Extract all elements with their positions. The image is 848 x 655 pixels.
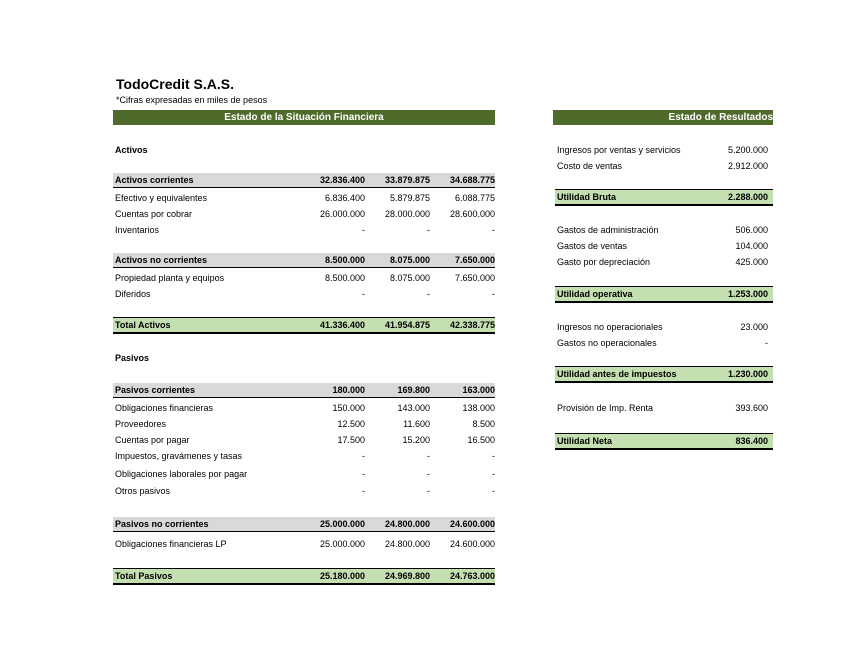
balance-row-label: Pasivos corrientes	[115, 385, 196, 395]
balance-row	[113, 383, 495, 398]
balance-row-value: 34.688.775	[449, 175, 495, 185]
balance-row	[113, 433, 495, 447]
balance-row-value: -	[427, 486, 430, 496]
balance-row-value: -	[427, 451, 430, 461]
balance-row-value: 138.000	[462, 403, 495, 413]
balance-row	[113, 143, 495, 157]
balance-row	[113, 173, 495, 188]
income-row	[555, 255, 773, 269]
balance-row-value: -	[492, 486, 495, 496]
balance-row-value: 169.800	[397, 385, 430, 395]
balance-row-value: 7.650.000	[454, 273, 495, 283]
income-row	[555, 159, 773, 173]
income-row-label: Provisión de Imp. Renta	[557, 403, 654, 413]
income-header: Estado de Resultados	[668, 112, 773, 123]
balance-row-value: -	[492, 289, 495, 299]
balance-row-label: Activos	[115, 145, 148, 155]
income-row-value: 1.253.000	[727, 289, 768, 299]
income-row-value: 5.200.000	[727, 145, 768, 155]
balance-row-value: -	[362, 486, 365, 496]
income-row-label: Utilidad Bruta	[557, 192, 617, 202]
income-row-value: 1.230.000	[727, 369, 768, 379]
income-row	[555, 336, 773, 350]
balance-row-value: 15.200	[402, 435, 430, 445]
balance-row-value: 24.800.000	[384, 539, 430, 549]
income-row-label: Utilidad operativa	[557, 289, 633, 299]
balance-row	[113, 351, 495, 365]
income-row-label: Gastos no operacionales	[557, 338, 657, 348]
balance-row-value: 25.000.000	[319, 539, 365, 549]
balance-row-value: 8.075.000	[389, 273, 430, 283]
income-row-label: Ingresos no operacionales	[557, 322, 663, 332]
balance-row-value: 24.600.000	[449, 519, 495, 529]
balance-row-value: 8.075.000	[389, 255, 430, 265]
balance-row-value: 24.600.000	[449, 539, 495, 549]
balance-row-label: Diferidos	[115, 289, 151, 299]
balance-row-label: Obligaciones financieras LP	[115, 539, 227, 549]
balance-row-value: 16.500	[467, 435, 495, 445]
balance-row-value: -	[492, 225, 495, 235]
balance-row-label: Otros pasivos	[115, 486, 171, 496]
balance-row-label: Total Activos	[115, 320, 171, 330]
balance-row-value: 8.500.000	[324, 273, 365, 283]
income-row	[555, 401, 773, 415]
company-name: TodoCredit S.A.S.	[116, 76, 234, 92]
balance-row	[113, 207, 495, 221]
balance-row-label: Activos corrientes	[115, 175, 194, 185]
balance-header: Estado de la Situación Financiera	[224, 112, 384, 123]
income-row-label: Utilidad antes de impuestos	[557, 369, 677, 379]
income-row	[555, 433, 773, 450]
income-row-label: Costo de ventas	[557, 161, 623, 171]
balance-row-value: 12.500	[337, 419, 365, 429]
income-row-label: Gastos de administración	[557, 225, 659, 235]
balance-row-value: -	[492, 451, 495, 461]
balance-row	[113, 449, 495, 463]
balance-row	[113, 467, 495, 481]
balance-row-value: 17.500	[337, 435, 365, 445]
balance-row-value: 32.836.400	[319, 175, 365, 185]
balance-row-value: 143.000	[397, 403, 430, 413]
income-row	[555, 189, 773, 206]
balance-row-value: 24.969.800	[384, 571, 430, 581]
balance-row-value: 25.000.000	[319, 519, 365, 529]
income-header-band	[553, 110, 773, 125]
balance-row-label: Efectivo y equivalentes	[115, 193, 208, 203]
income-row	[555, 320, 773, 334]
balance-row-value: 41.954.875	[384, 320, 430, 330]
income-row	[555, 143, 773, 157]
balance-row	[113, 287, 495, 301]
balance-row-label: Total Pasivos	[115, 571, 173, 581]
balance-row-label: Activos no corrientes	[115, 255, 208, 265]
income-row-label: Gastos de ventas	[557, 241, 628, 251]
balance-row	[113, 317, 495, 334]
balance-row-label: Obligaciones financieras	[115, 403, 214, 413]
balance-row-value: 163.000	[462, 385, 495, 395]
balance-row-value: 41.336.400	[319, 320, 365, 330]
balance-row	[113, 271, 495, 285]
balance-row	[113, 191, 495, 205]
balance-row-value: 28.000.000	[384, 209, 430, 219]
income-row-value: 506.000	[735, 225, 768, 235]
balance-row	[113, 401, 495, 415]
balance-row	[113, 517, 495, 532]
income-row-value: 104.000	[735, 241, 768, 251]
balance-row-value: -	[492, 469, 495, 479]
balance-row	[113, 537, 495, 551]
balance-row-value: 6.836.400	[324, 193, 365, 203]
balance-row-value: 24.800.000	[384, 519, 430, 529]
income-row-value: 23.000	[740, 322, 768, 332]
balance-row-value: 42.338.775	[449, 320, 495, 330]
balance-row	[113, 253, 495, 268]
balance-row-value: 25.180.000	[319, 571, 365, 581]
balance-row	[113, 417, 495, 431]
balance-row-value: 24.763.000	[449, 571, 495, 581]
balance-row-value: 26.000.000	[319, 209, 365, 219]
balance-row-value: 180.000	[332, 385, 365, 395]
balance-header-band	[113, 110, 495, 125]
balance-row-value: 8.500	[472, 419, 495, 429]
balance-row-value: 33.879.875	[384, 175, 430, 185]
balance-row-value: 150.000	[332, 403, 365, 413]
balance-row-label: Cuentas por cobrar	[115, 209, 193, 219]
income-row	[555, 286, 773, 303]
balance-row-value: 5.879.875	[389, 193, 430, 203]
balance-row-value: 6.088.775	[454, 193, 495, 203]
balance-row-value: -	[362, 451, 365, 461]
balance-row-value: 8.500.000	[324, 255, 365, 265]
balance-row-label: Cuentas por pagar	[115, 435, 190, 445]
income-row-label: Ingresos por ventas y servicios	[557, 145, 681, 155]
balance-row-label: Propiedad planta y equipos	[115, 273, 225, 283]
income-row-value: 836.400	[735, 436, 768, 446]
income-row-label: Gasto por depreciación	[557, 257, 651, 267]
income-row-value: 393.600	[735, 403, 768, 413]
income-row-value: 2.288.000	[727, 192, 768, 202]
balance-row-value: 7.650.000	[454, 255, 495, 265]
balance-row-value: -	[427, 469, 430, 479]
balance-row-value: -	[362, 289, 365, 299]
income-row-value: 425.000	[735, 257, 768, 267]
balance-row-label: Proveedores	[115, 419, 167, 429]
units-note: *Cifras expresadas en miles de pesos	[116, 95, 268, 105]
balance-row-value: -	[362, 225, 365, 235]
balance-row-label: Pasivos	[115, 353, 150, 363]
balance-row-value: -	[427, 289, 430, 299]
income-row-label: Utilidad Neta	[557, 436, 613, 446]
balance-row-label: Inventarios	[115, 225, 160, 235]
balance-row-label: Impuestos, gravámenes y tasas	[115, 451, 243, 461]
income-row-value: 2.912.000	[727, 161, 768, 171]
income-row-value: -	[765, 338, 768, 348]
balance-row-value: -	[362, 469, 365, 479]
balance-row-value: 11.600	[403, 419, 430, 429]
balance-row	[113, 568, 495, 585]
balance-row	[113, 484, 495, 498]
balance-row-label: Obligaciones laborales por pagar	[115, 469, 248, 479]
balance-row-value: -	[427, 225, 430, 235]
income-row	[555, 366, 773, 383]
balance-row-label: Pasivos no corrientes	[115, 519, 209, 529]
balance-row-value: 28.600.000	[449, 209, 495, 219]
income-row	[555, 239, 773, 253]
balance-row	[113, 223, 495, 237]
income-row	[555, 223, 773, 237]
